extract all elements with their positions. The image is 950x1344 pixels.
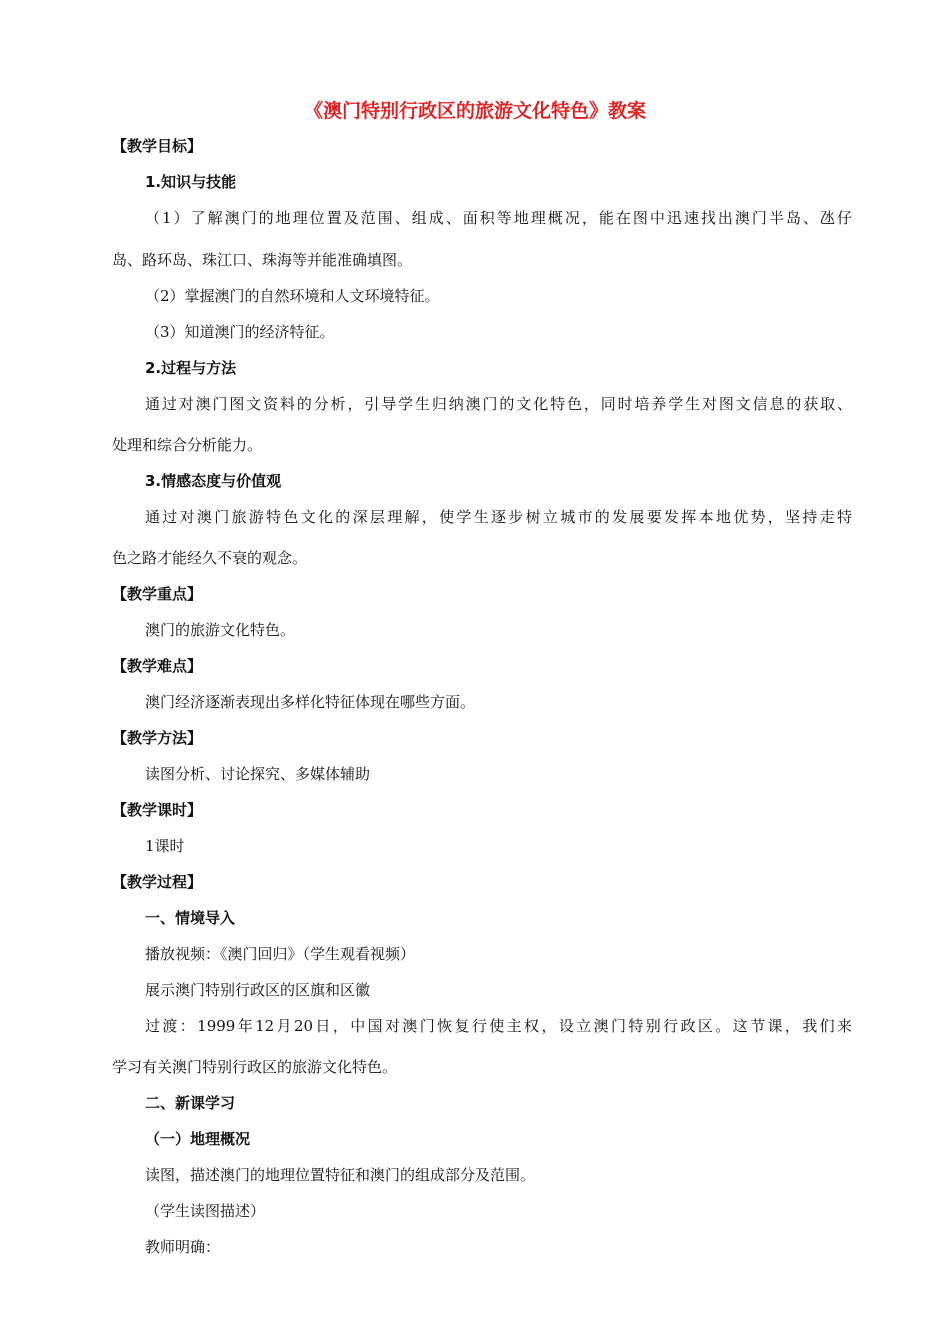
section-heading-process: 【教学过程】 [112,873,203,891]
paragraph-line: 通过对澳门图文资料的分析，引导学生归纳澳门的文化特色，同时培养学生对图文信息的获取、 [145,395,852,413]
paragraph-line: （1）了解澳门的地理位置及范围、组成、面积等地理概况，能在图中迅速找出澳门半岛、氹仔 [145,209,852,227]
subheading-geography-overview: （一）地理概况 [145,1130,251,1148]
paragraph-line: （学生读图描述） [145,1202,266,1220]
paragraph-line: 色之路才能经久不衰的观念。 [112,549,308,567]
section-heading-teaching-goals: 【教学目标】 [112,137,203,155]
paragraph-line: 读图分析、讨论探究、多媒体辅助 [145,765,371,783]
section-heading-difficulties: 【教学难点】 [112,657,203,675]
subheading-scenario-intro: 一、情境导入 [145,909,236,927]
paragraph-line: 通过对澳门旅游特色文化的深层理解，使学生逐步树立城市的发展要发挥本地优势，坚持走特 [145,508,852,526]
document-title: 《澳门特别行政区的旅游文化特色》教案 [303,100,646,122]
subheading-attitude-values: 3.情感态度与价值观 [145,472,282,490]
section-heading-methods: 【教学方法】 [112,729,203,747]
subheading-process-method: 2.过程与方法 [145,359,237,377]
paragraph-line: 岛、路环岛、珠江口、珠海等并能准确填图。 [112,251,413,269]
subheading-knowledge-skills: 1.知识与技能 [145,173,237,191]
paragraph-line: 过渡：1999年12月20日，中国对澳门恢复行使主权，设立澳门特别行政区。这节课，我们来 [145,1017,852,1035]
paragraph-line: 处理和综合分析能力。 [112,436,263,454]
subheading-new-lesson: 二、新课学习 [145,1094,236,1112]
paragraph-line: 展示澳门特别行政区的区旗和区徽 [145,981,371,999]
paragraph-line: 澳门的旅游文化特色。 [145,621,296,639]
paragraph-line: 读图，描述澳门的地理位置特征和澳门的组成部分及范围。 [145,1166,536,1184]
paragraph-line: 学习有关澳门特别行政区的旅游文化特色。 [112,1058,398,1076]
paragraph-line: 澳门经济逐渐表现出多样化特征体现在哪些方面。 [145,693,476,711]
paragraph-line: 教师明确： [145,1238,221,1256]
paragraph-line: 1课时 [145,837,185,855]
section-heading-class-hours: 【教学课时】 [112,801,203,819]
section-heading-key-points: 【教学重点】 [112,585,203,603]
paragraph-line: 播放视频：《澳门回归》（学生观看视频） [145,945,416,963]
paragraph-line: （3）知道澳门的经济特征。 [145,323,335,341]
paragraph-line: （2）掌握澳门的自然环境和人文环境特征。 [145,287,440,305]
